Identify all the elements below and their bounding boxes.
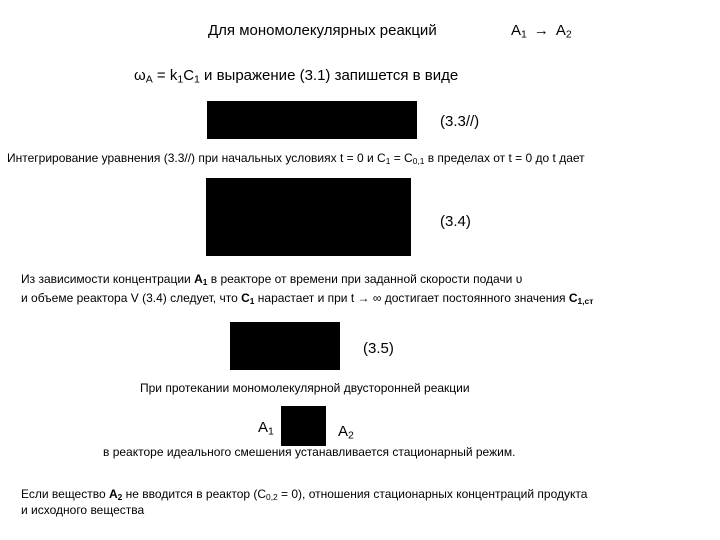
rate-expression-line: $\omega_A = k_1C_1$ и выражение (3.1) запишется в виде	[134, 67, 459, 86]
concentration-text-line2: и объеме реактора V (3.4) следует, что $C_1$ нарастает и при t → ∞ достигает постоянного значения $C_{1,ст}$	[21, 291, 594, 307]
integration-text: Интегрирование уравнения (3.3//) при начальных условиях t = 0 и $C_1 = C_{0,1}$ в пределах от t = 0 до t дает	[7, 151, 585, 167]
equation-3-4-image	[206, 178, 411, 256]
equation-3-4-label: (3.4)	[440, 213, 471, 230]
reversible-reaction-text: При протекании мономолекулярной двусторонней реакции	[140, 381, 470, 395]
concentration-text-line1: Из зависимости концентрации $A_1$ в реакторе от времени при заданной скорости подачи υ	[21, 272, 523, 288]
ratio-text-line1: Если вещество $A_2$ не вводится в реактор $(C_{0,2} = 0)$, отношения стационарных концентраций продукта	[21, 487, 588, 503]
steady-state-text: в реакторе идеального смешения устанавливается стационарный режим.	[103, 445, 516, 459]
product-a2: $A_2$	[338, 423, 354, 442]
equation-3-5-label: (3.5)	[363, 340, 394, 357]
equation-3-3-image	[207, 101, 417, 139]
reactant-a1: $A_1$	[258, 419, 274, 438]
reaction-formula: $A_1 \to A_2$	[511, 22, 572, 41]
heading-text: Для мономолекулярных реакций	[208, 22, 437, 39]
equation-3-5-image	[230, 322, 340, 370]
ratio-text-line2: и исходного вещества	[21, 503, 145, 517]
equilibrium-arrows-image	[281, 406, 326, 446]
equation-3-3-label: (3.3//)	[440, 113, 480, 130]
